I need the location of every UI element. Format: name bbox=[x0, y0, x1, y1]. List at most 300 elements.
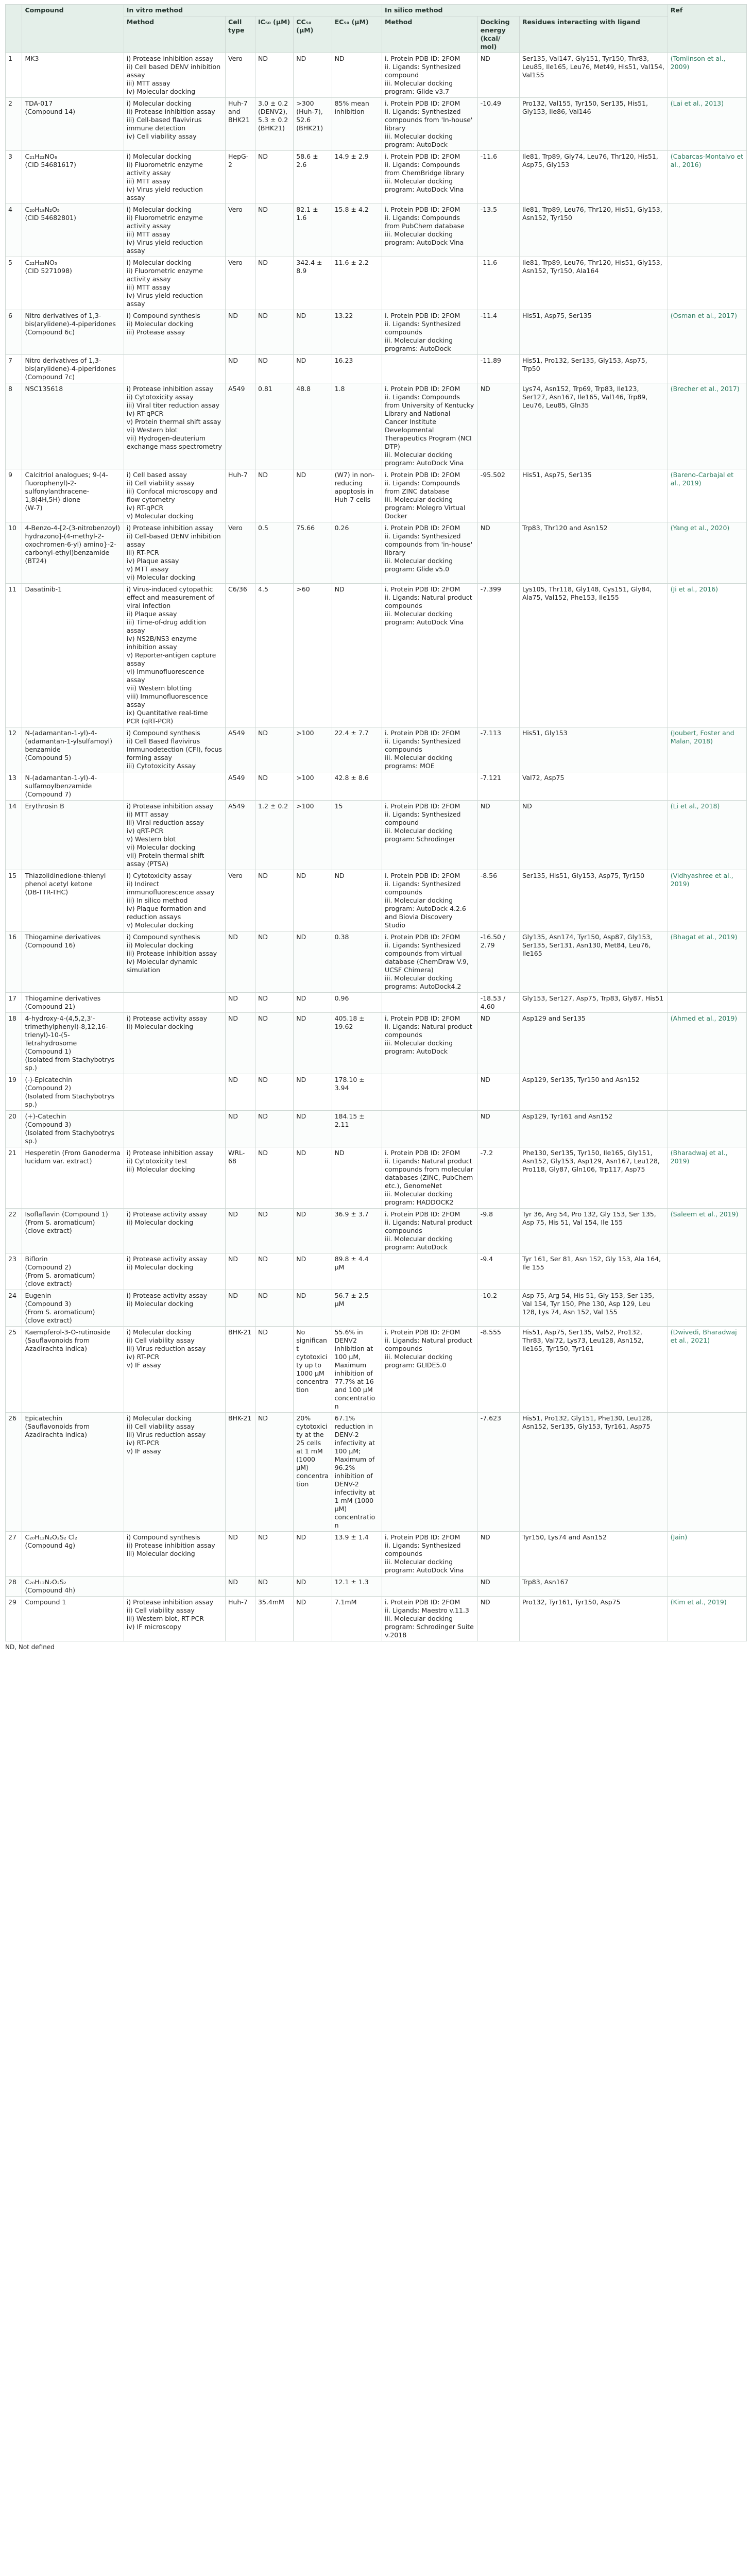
cell-cell-type: ND bbox=[226, 1111, 255, 1147]
cell-cell-type: ND bbox=[226, 1532, 255, 1577]
header-ic50: IC₅₀ (μM) bbox=[255, 16, 294, 53]
cell-no: 14 bbox=[6, 801, 22, 870]
table-row bbox=[6, 1290, 747, 1327]
cell-compound: Calcitriol analogues; 9-(4-fluorophenyl)-2-sulfonylanthracene-1,8(4H,5H)-dione (W-7) bbox=[22, 469, 124, 522]
cell-docking: -8.56 bbox=[477, 870, 519, 931]
cell-ec50: 15 bbox=[332, 801, 382, 870]
cell-docking: ND bbox=[477, 522, 519, 584]
table-row bbox=[6, 383, 747, 469]
cell-method: i) Protease inhibition assay ii) Cell-based DENV inhibition assay iii) RT-PCR iv) Plaque assay v) MTT assay vi) Molecular docking bbox=[124, 522, 225, 584]
cell-method: i) Protease inhibition assay ii) Cytotoxicity assay iii) Viral titer reduction assay iv) RT-qPCR v) Protein thermal shift assay vi) Western blot vii) Hydrogen-deuterium exchange mass spectrometry bbox=[124, 383, 225, 469]
cell-cc50: ND bbox=[294, 53, 332, 98]
cell-silico-method: i. Protein PDB ID: 2FOM ii. Ligands: Natural product compounds iii. Molecular docking program: GLIDE5.0 bbox=[382, 1327, 478, 1413]
cell-no: 9 bbox=[6, 469, 22, 522]
cell-ic50: 0.5 bbox=[255, 522, 294, 584]
cell-ec50: 178.10 ± 3.94 bbox=[332, 1074, 382, 1111]
cell-cc50: 75.66 bbox=[294, 522, 332, 584]
header-no bbox=[6, 5, 22, 53]
cell-ic50: ND bbox=[255, 772, 294, 801]
cell-docking: -10.2 bbox=[477, 1290, 519, 1327]
cell-docking: -7.623 bbox=[477, 1413, 519, 1532]
cell-compound: N-(adamantan-1-yl)-4-(adamantan-1-ylsulfamoyl) benzamide (Compound 5) bbox=[22, 727, 124, 772]
cell-cc50: ND bbox=[294, 469, 332, 522]
cell-ec50: 1.8 bbox=[332, 383, 382, 469]
cell-residues: Tyr 36, Arg 54, Pro 132, Gly 153, Ser 135, Asp 75, His 51, Val 154, Ile 155 bbox=[519, 1209, 668, 1253]
cell-docking: -7.399 bbox=[477, 584, 519, 727]
cell-docking: -13.5 bbox=[477, 204, 519, 257]
cell-ref[interactable]: (Jain) bbox=[668, 1532, 746, 1577]
cell-ic50: 35.4mM bbox=[255, 1597, 294, 1641]
cell-cc50: >100 bbox=[294, 727, 332, 772]
cell-silico-method: i. Protein PDB ID: 2FOM ii. Ligands: Synthesized compounds iii. Molecular docking programs: AutoDock bbox=[382, 310, 478, 355]
cell-compound: C₂₂H₂₃NO₅ (CID 5271098) bbox=[22, 257, 124, 310]
cell-no: 15 bbox=[6, 870, 22, 931]
table-row bbox=[6, 1532, 747, 1577]
cell-method: i) Protease activity assay ii) Molecular docking bbox=[124, 1253, 225, 1290]
cell-ref[interactable]: (Osman et al., 2017) bbox=[668, 310, 746, 355]
cell-ec50: 0.96 bbox=[332, 993, 382, 1013]
cell-method bbox=[124, 1577, 225, 1597]
cell-ec50: 89.8 ± 4.4 μM bbox=[332, 1253, 382, 1290]
cell-residues: Pro132, Tyr161, Tyr150, Asp75 bbox=[519, 1597, 668, 1641]
cell-residues: Pro132, Val155, Tyr150, Ser135, His51, Gly153, Ile86, Val146 bbox=[519, 98, 668, 151]
cell-compound: C₂₀H₁₈N₂O₅ (CID 54682801) bbox=[22, 204, 124, 257]
cell-method: i) Protease inhibition assay ii) MTT assay iii) Viral reduction assay iv) qRT-PCR v) Western blot vi) Molecular docking vii) Protein thermal shift assay (PTSA) bbox=[124, 801, 225, 870]
cell-cell-type: ND bbox=[226, 1577, 255, 1597]
cell-compound: Thiazolidinedione-thienyl phenol acetyl ketone (DB-TTR-THC) bbox=[22, 870, 124, 931]
header-in-vitro: In vitro method bbox=[124, 5, 382, 16]
cell-cell-type: Vero bbox=[226, 53, 255, 98]
cell-residues: Lys74, Asn152, Trp69, Trp83, Ile123, Ser127, Asn167, Ile165, Val146, Trp89, Leu76, Leu85, Gln35 bbox=[519, 383, 668, 469]
cell-cell-type: BHK-21 bbox=[226, 1413, 255, 1532]
cell-method: i) Molecular docking ii) Protease inhibition assay iii) Cell-based flavivirus immune detection iv) Cell viability assay bbox=[124, 98, 225, 151]
cell-method: i) Protease activity assay ii) Molecular docking bbox=[124, 1290, 225, 1327]
cell-ref[interactable] bbox=[668, 772, 746, 801]
cell-ic50: ND bbox=[255, 727, 294, 772]
cell-cc50: ND bbox=[294, 931, 332, 993]
table-row bbox=[6, 772, 747, 801]
table-row bbox=[6, 727, 747, 772]
table-row bbox=[6, 310, 747, 355]
table-row bbox=[6, 257, 747, 310]
cell-residues: Trp83, Asn167 bbox=[519, 1577, 668, 1597]
cell-no: 21 bbox=[6, 1147, 22, 1209]
table-row bbox=[6, 1147, 747, 1209]
cell-cell-type: Huh-7 bbox=[226, 469, 255, 522]
cell-silico-method: i. Protein PDB ID: 2FOM ii. Ligands: Synthesized compound iii. Molecular docking program: Schrodinger bbox=[382, 801, 478, 870]
table-row bbox=[6, 522, 747, 584]
cell-compound: MK3 bbox=[22, 53, 124, 98]
cell-method: i) Molecular docking ii) Fluorometric enzyme activity assay iii) MTT assay iv) Virus yield reduction assay bbox=[124, 204, 225, 257]
cell-residues: Asp129, Tyr161 and Asn152 bbox=[519, 1111, 668, 1147]
cell-ic50: ND bbox=[255, 310, 294, 355]
cell-ic50: ND bbox=[255, 1253, 294, 1290]
cell-docking: -18.53 / 4.60 bbox=[477, 993, 519, 1013]
cell-cc50: ND bbox=[294, 1290, 332, 1327]
cell-cc50: ND bbox=[294, 1597, 332, 1641]
cell-ref[interactable]: (Dwivedi, Bharadwaj et al., 2021) bbox=[668, 1327, 746, 1413]
cell-no: 20 bbox=[6, 1111, 22, 1147]
cell-cell-type: ND bbox=[226, 1290, 255, 1327]
cell-ref[interactable] bbox=[668, 355, 746, 383]
cell-ic50: ND bbox=[255, 1013, 294, 1074]
cell-compound: (+)-Catechin (Compound 3) (Isolated from Stachybotrys sp.) bbox=[22, 1111, 124, 1147]
cell-ec50: 14.9 ± 2.9 bbox=[332, 151, 382, 204]
cell-no: 10 bbox=[6, 522, 22, 584]
cell-ic50: ND bbox=[255, 469, 294, 522]
cell-no: 28 bbox=[6, 1577, 22, 1597]
cell-no: 19 bbox=[6, 1074, 22, 1111]
cell-ref[interactable] bbox=[668, 1577, 746, 1597]
cell-cc50: 58.6 ± 2.6 bbox=[294, 151, 332, 204]
cell-silico-method: i. Protein PDB ID: 2FOM ii. Ligands: Synthesized compounds iii. Molecular docking program: AutoDock Vina bbox=[382, 1532, 478, 1577]
cell-ref[interactable]: (Saleem et al., 2019) bbox=[668, 1209, 746, 1253]
cell-residues: Ser135, Val147, Gly151, Tyr150, Thr83, Leu85, Ile165, Leu76, Met49, His51, Val154, Val155 bbox=[519, 53, 668, 98]
cell-ref[interactable] bbox=[668, 1413, 746, 1532]
cell-ic50: ND bbox=[255, 151, 294, 204]
cell-cell-type: A549 bbox=[226, 772, 255, 801]
table-row bbox=[6, 1577, 747, 1597]
cell-cc50: ND bbox=[294, 310, 332, 355]
cell-cc50: 20% cytotoxicity at the 25 cells at 1 mM (1000 μM) concentration bbox=[294, 1413, 332, 1532]
cell-residues: Asp129 and Ser135 bbox=[519, 1013, 668, 1074]
cell-compound: Biflorin (Compound 2) (From S. aromaticum) (clove extract) bbox=[22, 1253, 124, 1290]
cell-cell-type: WRL-68 bbox=[226, 1147, 255, 1209]
cell-cell-type: A549 bbox=[226, 801, 255, 870]
table-row bbox=[6, 931, 747, 993]
cell-ref[interactable]: (Cabarcas-Montalvo et al., 2016) bbox=[668, 151, 746, 204]
cell-residues: His51, Pro132, Ser135, Gly153, Asp75, Trp50 bbox=[519, 355, 668, 383]
cell-residues: Ile81, Trp89, Leu76, Thr120, His51, Gly153, Asn152, Tyr150 bbox=[519, 204, 668, 257]
cell-docking: -16.50 / 2.79 bbox=[477, 931, 519, 993]
cell-silico-method bbox=[382, 1290, 478, 1327]
cell-silico-method: i. Protein PDB ID: 2FOM ii. Ligands: Synthesized compounds from virtual database (ChemDraw V.9, UCSF Chimera) iii. Molecular docking programs: AutoDock4.2 bbox=[382, 931, 478, 993]
cell-silico-method bbox=[382, 993, 478, 1013]
cell-docking: ND bbox=[477, 801, 519, 870]
cell-compound: Dasatinib-1 bbox=[22, 584, 124, 727]
cell-cc50: ND bbox=[294, 1074, 332, 1111]
cell-compound: TDA-017 (Compound 14) bbox=[22, 98, 124, 151]
cell-silico-method bbox=[382, 1253, 478, 1290]
cell-compound: Erythrosin B bbox=[22, 801, 124, 870]
cell-residues: His51, Asp75, Ser135 bbox=[519, 310, 668, 355]
cell-ic50: ND bbox=[255, 1074, 294, 1111]
cell-silico-method: i. Protein PDB ID: 2FOM ii. Ligands: Synthesized compounds iii. Molecular docking program: AutoDock 4.2.6 and Biovia Discovery Studio bbox=[382, 870, 478, 931]
cell-cc50: ND bbox=[294, 1253, 332, 1290]
cell-cc50: ND bbox=[294, 1147, 332, 1209]
cell-ref[interactable] bbox=[668, 1074, 746, 1111]
table-row bbox=[6, 1597, 747, 1641]
cell-docking: -9.8 bbox=[477, 1209, 519, 1253]
cell-cc50: ND bbox=[294, 870, 332, 931]
cell-docking: ND bbox=[477, 1013, 519, 1074]
cell-residues: ND bbox=[519, 801, 668, 870]
cell-ec50: 42.8 ± 8.6 bbox=[332, 772, 382, 801]
cell-cell-type: ND bbox=[226, 1209, 255, 1253]
cell-method: i) Molecular docking ii) Cell viability assay iii) Virus reduction assay iv) RT-PCR v) IF assay bbox=[124, 1413, 225, 1532]
cell-method bbox=[124, 1111, 225, 1147]
cell-no: 26 bbox=[6, 1413, 22, 1532]
cell-cc50: ND bbox=[294, 355, 332, 383]
cell-compound: C₂₀H₁₂N₂O₂S₂ (Compound 4h) bbox=[22, 1577, 124, 1597]
cell-compound: C₂₀H₁₂N₂O₂S₂ Cl₂ (Compound 4g) bbox=[22, 1532, 124, 1577]
cell-residues: Gly153, Ser127, Asp75, Trp83, Gly87, His51 bbox=[519, 993, 668, 1013]
cell-ic50: ND bbox=[255, 355, 294, 383]
table-row bbox=[6, 1074, 747, 1111]
header-ref: Ref bbox=[668, 5, 746, 53]
cell-docking: ND bbox=[477, 1074, 519, 1111]
cell-cc50: No significant cytotoxicity up to 1000 μM concentration bbox=[294, 1327, 332, 1413]
cell-ref[interactable]: (Lai et al., 2013) bbox=[668, 98, 746, 151]
cell-compound: C₂₁H₂₂NO₆ (CID 54681617) bbox=[22, 151, 124, 204]
cell-ic50: ND bbox=[255, 257, 294, 310]
cell-cc50: ND bbox=[294, 1532, 332, 1577]
compound-table bbox=[5, 4, 747, 1641]
cell-ref[interactable]: (Yang et al., 2020) bbox=[668, 522, 746, 584]
cell-cell-type: C6/36 bbox=[226, 584, 255, 727]
cell-docking: -10.49 bbox=[477, 98, 519, 151]
cell-silico-method: i. Protein PDB ID: 2FOM ii. Ligands: Natural product compounds iii. Molecular docking program: AutoDock Vina bbox=[382, 584, 478, 727]
cell-cell-type: Vero bbox=[226, 870, 255, 931]
cell-ic50: ND bbox=[255, 1290, 294, 1327]
cell-ic50: ND bbox=[255, 53, 294, 98]
cell-silico-method: i. Protein PDB ID: 2FOM ii. Ligands: Synthesized compounds from 'in-house' library iii. Molecular docking program: Glide v5.0 bbox=[382, 522, 478, 584]
cell-docking: -11.6 bbox=[477, 257, 519, 310]
cell-cc50: 82.1 ± 1.6 bbox=[294, 204, 332, 257]
cell-ec50: 55.6% in DENV2 inhibition at 100 μM, Maximum inhibition of 77.7% at 16 and 100 μM concentration bbox=[332, 1327, 382, 1413]
cell-ref[interactable] bbox=[668, 1111, 746, 1147]
cell-method: i) Compound synthesis ii) Cell Based flavivirus Immunodetection (CFI), focus forming assay iii) Cytotoxicity Assay bbox=[124, 727, 225, 772]
cell-residues: Tyr 161, Ser 81, Asn 152, Gly 153, Ala 164, Ile 155 bbox=[519, 1253, 668, 1290]
cell-ref[interactable] bbox=[668, 993, 746, 1013]
cell-no: 18 bbox=[6, 1013, 22, 1074]
cell-cell-type: Vero bbox=[226, 257, 255, 310]
cell-ref[interactable]: (Bharadwaj et al., 2019) bbox=[668, 1147, 746, 1209]
cell-method: i) Protease inhibition assay ii) Cell based DENV inhibition assay iii) MTT assay iv) Molecular docking bbox=[124, 53, 225, 98]
cell-ic50: ND bbox=[255, 1111, 294, 1147]
cell-no: 16 bbox=[6, 931, 22, 993]
cell-compound: Compound 1 bbox=[22, 1597, 124, 1641]
cell-compound: Nitro derivatives of 1,3-bis(arylidene)-4-piperidones (Compound 7c) bbox=[22, 355, 124, 383]
cell-ec50: 0.38 bbox=[332, 931, 382, 993]
cell-docking: ND bbox=[477, 383, 519, 469]
cell-ec50: 85% mean inhibition bbox=[332, 98, 382, 151]
cell-ref[interactable]: (Ji et al., 2016) bbox=[668, 584, 746, 727]
cell-cc50: ND bbox=[294, 1209, 332, 1253]
cell-ic50: ND bbox=[255, 1327, 294, 1413]
cell-silico-method bbox=[382, 1413, 478, 1532]
table-row bbox=[6, 355, 747, 383]
cell-silico-method: i. Protein PDB ID: 2FOM ii. Ligands: Compounds from PubChem database iii. Molecular docking program: AutoDock Vina bbox=[382, 204, 478, 257]
cell-docking: ND bbox=[477, 53, 519, 98]
cell-docking: -95.502 bbox=[477, 469, 519, 522]
cell-ref[interactable] bbox=[668, 257, 746, 310]
cell-compound: Isoflaflavin (Compound 1) (From S. aromaticum) (clove extract) bbox=[22, 1209, 124, 1253]
cell-ec50: 13.9 ± 1.4 bbox=[332, 1532, 382, 1577]
cell-ref[interactable] bbox=[668, 1253, 746, 1290]
cell-ref[interactable]: (Li et al., 2018) bbox=[668, 801, 746, 870]
cell-docking: -8.555 bbox=[477, 1327, 519, 1413]
cell-ref[interactable]: (Brecher et al., 2017) bbox=[668, 383, 746, 469]
cell-compound: Kaempferol-3-O-rutinoside (Sauflavonoids from Azadirachta indica) bbox=[22, 1327, 124, 1413]
cell-docking: -11.89 bbox=[477, 355, 519, 383]
cell-cc50: ND bbox=[294, 1013, 332, 1074]
cell-compound: (-)-Epicatechin (Compound 2) (Isolated from Stachybotrys sp.) bbox=[22, 1074, 124, 1111]
cell-ec50: 13.22 bbox=[332, 310, 382, 355]
table-row bbox=[6, 801, 747, 870]
cell-docking: ND bbox=[477, 1597, 519, 1641]
cell-compound: 4-hydroxy-4-(4,5,2,3'-trimethylphenyl)-8,12,16-trienyl)-10-(5-Tetrahydrosome (Compound 1) (Isolated from Stachybotrys sp.) bbox=[22, 1013, 124, 1074]
cell-residues: Lys105, Thr118, Gly148, Cys151, Gly84, Ala75, Val152, Phe153, Ile155 bbox=[519, 584, 668, 727]
cell-ref[interactable]: (Bhagat et al., 2019) bbox=[668, 931, 746, 993]
cell-cc50: 48.8 bbox=[294, 383, 332, 469]
table-body bbox=[6, 53, 747, 1641]
cell-residues: Tyr150, Lys74 and Asn152 bbox=[519, 1532, 668, 1577]
cell-ic50: 4.5 bbox=[255, 584, 294, 727]
cell-ref[interactable]: (Ahmed et al., 2019) bbox=[668, 1013, 746, 1074]
cell-ref[interactable]: (Joubert, Foster and Malan, 2018) bbox=[668, 727, 746, 772]
cell-silico-method: i. Protein PDB ID: 2FOM ii. Ligands: Natural product compounds iii. Molecular docking program: AutoDock bbox=[382, 1209, 478, 1253]
cell-method bbox=[124, 355, 225, 383]
cell-ec50: 405.18 ± 19.62 bbox=[332, 1013, 382, 1074]
cell-silico-method: i. Protein PDB ID: 2FOM ii. Ligands: Compounds from University of Kentucky Library and National Cancer Institute Developmental Therapeutics Program (NCI DTP) iii. Molecular docking program: AutoDock Vina bbox=[382, 383, 478, 469]
table-header bbox=[6, 5, 747, 53]
header-method: Method bbox=[124, 16, 225, 53]
cell-ic50: 0.81 bbox=[255, 383, 294, 469]
cell-docking: -7.113 bbox=[477, 727, 519, 772]
header-cc50: CC₅₀ (μM) bbox=[294, 16, 332, 53]
cell-compound: Epicatechin (Sauflavonoids from Azadirachta indica) bbox=[22, 1413, 124, 1532]
cell-ref[interactable]: (Vidhyashree et al., 2019) bbox=[668, 870, 746, 931]
cell-no: 7 bbox=[6, 355, 22, 383]
cell-ic50: 1.2 ± 0.2 bbox=[255, 801, 294, 870]
cell-method bbox=[124, 1074, 225, 1111]
cell-residues: His51, Pro132, Gly151, Phe130, Leu128, Asn152, Ser135, Gly153, Tyr161, Asp75 bbox=[519, 1413, 668, 1532]
cell-compound: NSC135618 bbox=[22, 383, 124, 469]
header-silico-method: Method bbox=[382, 16, 478, 53]
cell-compound: Thiogamine derivatives (Compound 16) bbox=[22, 931, 124, 993]
cell-ec50: 67.1% reduction in DENV-2 infectivity at 100 μM; Maximum of 96.2% inhibition of DENV-2 infectivity at 1 mM (1000 μM) concentration bbox=[332, 1413, 382, 1532]
cell-silico-method bbox=[382, 355, 478, 383]
cell-residues: Phe130, Ser135, Tyr150, Ile165, Gly151, Asn152, Gly153, Asp129, Asn167, Leu128, Pro118, Gly87, Gln106, Trp117, Asp75 bbox=[519, 1147, 668, 1209]
cell-compound: Nitro derivatives of 1,3-bis(arylidene)-4-piperidones (Compound 6c) bbox=[22, 310, 124, 355]
table-container bbox=[5, 4, 747, 1651]
cell-docking: -9.4 bbox=[477, 1253, 519, 1290]
cell-ic50: ND bbox=[255, 1532, 294, 1577]
cell-silico-method: i. Protein PDB ID: 2FOM ii. Ligands: Compounds from ZINC database iii. Molecular docking program: Molegro Virtual Docker bbox=[382, 469, 478, 522]
cell-ec50: 22.4 ± 7.7 bbox=[332, 727, 382, 772]
cell-silico-method: i. Protein PDB ID: 2FOM ii. Ligands: Natural product compounds iii. Molecular docking program: AutoDock bbox=[382, 1013, 478, 1074]
cell-silico-method: i. Protein PDB ID: 2FOM ii. Ligands: Synthesized compounds from 'In-house' library iii. Molecular docking program: AutoDock bbox=[382, 98, 478, 151]
cell-silico-method bbox=[382, 772, 478, 801]
header-residues: Residues interacting with ligand bbox=[519, 16, 668, 53]
table-row bbox=[6, 53, 747, 98]
table-row bbox=[6, 204, 747, 257]
cell-cell-type: Vero bbox=[226, 204, 255, 257]
cell-no: 17 bbox=[6, 993, 22, 1013]
cell-cell-type: ND bbox=[226, 1074, 255, 1111]
cell-silico-method bbox=[382, 1074, 478, 1111]
cell-ec50: 36.9 ± 3.7 bbox=[332, 1209, 382, 1253]
cell-residues: His51, Asp75, Ser135, Val52, Pro132, Thr83, Val72, Lys73, Leu128, Asn152, Ile165, Tyr150, Tyr161 bbox=[519, 1327, 668, 1413]
table-row bbox=[6, 870, 747, 931]
cell-compound: Thiogamine derivatives (Compound 21) bbox=[22, 993, 124, 1013]
cell-no: 24 bbox=[6, 1290, 22, 1327]
cell-method bbox=[124, 772, 225, 801]
cell-no: 27 bbox=[6, 1532, 22, 1577]
cell-method: i) Protease activity assay ii) Molecular docking bbox=[124, 1209, 225, 1253]
cell-docking: ND bbox=[477, 1111, 519, 1147]
cell-docking: -7.2 bbox=[477, 1147, 519, 1209]
cell-residues: Asp129, Ser135, Tyr150 and Asn152 bbox=[519, 1074, 668, 1111]
cell-cc50: >300 (Huh-7), 52.6 (BHK21) bbox=[294, 98, 332, 151]
cell-cell-type: Vero bbox=[226, 522, 255, 584]
cell-cc50: ND bbox=[294, 1577, 332, 1597]
cell-ref[interactable]: (Kim et al., 2019) bbox=[668, 1597, 746, 1641]
cell-method: i) Cell based assay ii) Cell viability assay iii) Confocal microscopy and flow cytometry iv) RT-qPCR v) Molecular docking bbox=[124, 469, 225, 522]
cell-silico-method: i. Protein PDB ID: 2FOM ii. Ligands: Synthesized compound iii. Molecular docking program: Glide v3.7 bbox=[382, 53, 478, 98]
cell-no: 8 bbox=[6, 383, 22, 469]
table-row bbox=[6, 993, 747, 1013]
header-compound: Compound bbox=[22, 5, 124, 53]
cell-cell-type: ND bbox=[226, 1013, 255, 1074]
cell-no: 23 bbox=[6, 1253, 22, 1290]
cell-ic50: ND bbox=[255, 1413, 294, 1532]
cell-ref[interactable]: (Bareno-Carbajal et al., 2019) bbox=[668, 469, 746, 522]
footnote: ND, Not defined bbox=[5, 1643, 55, 1651]
cell-silico-method bbox=[382, 257, 478, 310]
cell-ref[interactable] bbox=[668, 1290, 746, 1327]
cell-silico-method: i. Protein PDB ID: 2FOM ii. Ligands: Maestro v.11.3 iii. Molecular docking program: Schrodinger Suite v.2018 bbox=[382, 1597, 478, 1641]
header-in-silico: In silico method bbox=[382, 5, 668, 16]
cell-compound: Eugenin (Compound 3) (From S. aromaticum) (clove extract) bbox=[22, 1290, 124, 1327]
cell-docking: ND bbox=[477, 1577, 519, 1597]
cell-residues: Ile81, Trp89, Gly74, Leu76, Thr120, His51, Asp75, Gly153 bbox=[519, 151, 668, 204]
cell-ec50: 184.15 ± 2.11 bbox=[332, 1111, 382, 1147]
header-docking: Docking energy (kcal/ mol) bbox=[477, 16, 519, 53]
cell-no: 2 bbox=[6, 98, 22, 151]
cell-cc50: >100 bbox=[294, 772, 332, 801]
cell-docking: -7.121 bbox=[477, 772, 519, 801]
cell-ec50: 11.6 ± 2.2 bbox=[332, 257, 382, 310]
cell-cell-type: ND bbox=[226, 931, 255, 993]
cell-cell-type: ND bbox=[226, 1253, 255, 1290]
cell-docking: ND bbox=[477, 1532, 519, 1577]
cell-residues: Val72, Asp75 bbox=[519, 772, 668, 801]
cell-method bbox=[124, 993, 225, 1013]
cell-cc50: ND bbox=[294, 1111, 332, 1147]
cell-method: i) Molecular docking ii) Fluorometric enzyme activity assay iii) MTT assay iv) Virus yield reduction assay bbox=[124, 151, 225, 204]
cell-ec50: 0.26 bbox=[332, 522, 382, 584]
cell-ref[interactable] bbox=[668, 204, 746, 257]
cell-cell-type: A549 bbox=[226, 383, 255, 469]
cell-residues: Asp 75, Arg 54, His 51, Gly 153, Ser 135, Val 154, Tyr 150, Phe 130, Asp 129, Leu 128, Lys 74, Asn 152, Val 155 bbox=[519, 1290, 668, 1327]
cell-ec50: ND bbox=[332, 584, 382, 727]
cell-cell-type: ND bbox=[226, 310, 255, 355]
cell-ic50: ND bbox=[255, 993, 294, 1013]
table-row bbox=[6, 151, 747, 204]
table-row bbox=[6, 1111, 747, 1147]
cell-silico-method: i. Protein PDB ID: 2FOM ii. Ligands: Natural product compounds from molecular databases (ZINC, PubChem etc.), GenomeNet iii. Molecular docking program: HADDOCK2 bbox=[382, 1147, 478, 1209]
cell-ref[interactable]: (Tomlinson et al., 2009) bbox=[668, 53, 746, 98]
cell-cc50: ND bbox=[294, 993, 332, 1013]
cell-cell-type: A549 bbox=[226, 727, 255, 772]
cell-cc50: >100 bbox=[294, 801, 332, 870]
cell-cell-type: ND bbox=[226, 355, 255, 383]
cell-docking: -11.6 bbox=[477, 151, 519, 204]
cell-no: 22 bbox=[6, 1209, 22, 1253]
table-row bbox=[6, 1209, 747, 1253]
